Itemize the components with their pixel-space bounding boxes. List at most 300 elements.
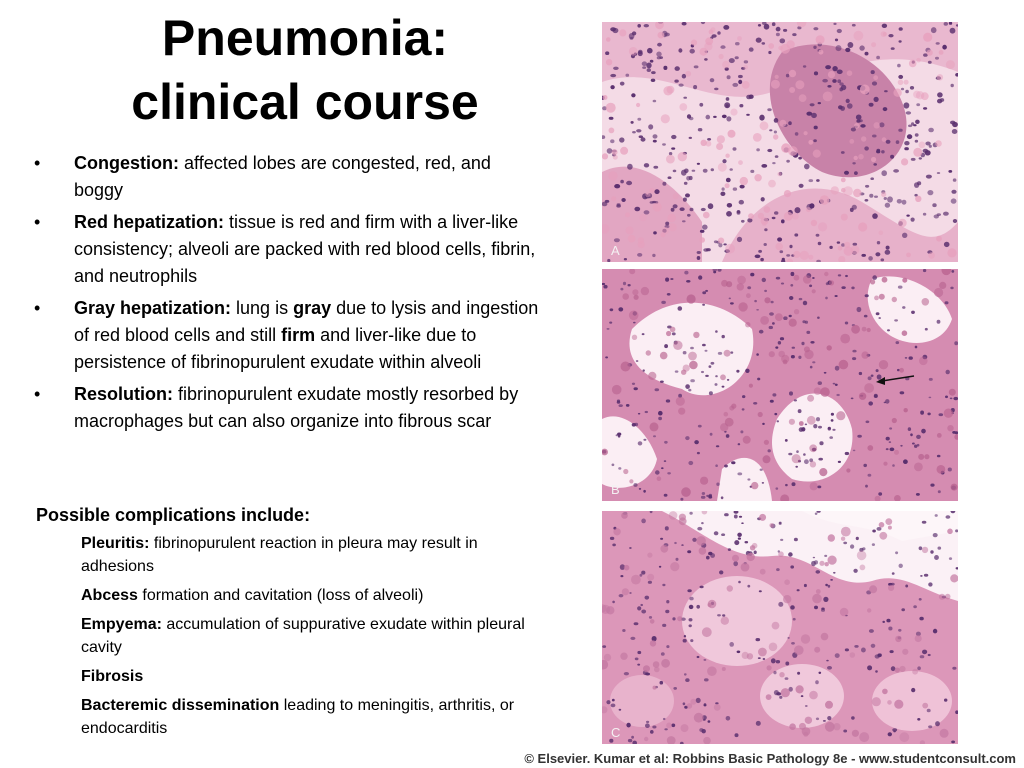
cell-nucleus <box>835 295 838 297</box>
cell-nucleus <box>778 341 781 345</box>
cell-body <box>602 153 608 159</box>
cell-nucleus <box>822 79 828 83</box>
cell-body <box>657 476 662 481</box>
cell-nucleus <box>804 459 809 464</box>
cell-nucleus <box>747 478 750 480</box>
cell-nucleus <box>830 579 833 581</box>
cell-nucleus <box>769 129 772 131</box>
cell-nucleus <box>726 116 731 121</box>
cell-body <box>839 360 849 370</box>
cell-nucleus <box>928 128 934 133</box>
cell-nucleus <box>702 225 708 230</box>
cell-nucleus <box>697 656 700 658</box>
cell-body <box>870 279 875 284</box>
cell-nucleus <box>648 124 653 129</box>
bullet-symbol: • <box>34 212 41 232</box>
cell-nucleus <box>781 219 785 223</box>
cell-nucleus <box>633 322 636 324</box>
cell-body <box>882 137 887 142</box>
cell-nucleus <box>848 42 854 48</box>
cell-body <box>824 272 828 276</box>
cell-nucleus <box>755 255 761 259</box>
cell-nucleus <box>711 362 715 365</box>
cell-nucleus <box>868 376 872 380</box>
bullet-symbol: • <box>34 384 41 404</box>
cell-nucleus <box>638 413 640 415</box>
cell-body <box>871 157 876 162</box>
cell-nucleus <box>835 366 840 371</box>
cell-nucleus <box>664 441 668 444</box>
cell-body <box>720 374 726 380</box>
cell-nucleus <box>708 496 712 499</box>
cell-nucleus <box>697 251 701 254</box>
cell-nucleus <box>802 320 805 323</box>
cell-nucleus <box>816 417 820 421</box>
cell-nucleus <box>792 347 795 349</box>
cell-nucleus <box>797 589 800 591</box>
cell-nucleus <box>730 168 733 171</box>
cell-body <box>922 703 928 709</box>
cell-nucleus <box>887 196 893 202</box>
cell-nucleus <box>919 598 922 601</box>
cell-nucleus <box>935 57 939 60</box>
cell-nucleus <box>670 278 673 280</box>
cell-nucleus <box>697 452 700 454</box>
cell-nucleus <box>653 100 657 103</box>
cell-nucleus <box>865 185 869 188</box>
cell-nucleus <box>607 328 610 330</box>
cell-body <box>828 71 835 78</box>
cell-nucleus <box>771 301 774 304</box>
cell-nucleus <box>933 629 937 634</box>
cell-nucleus <box>869 103 874 107</box>
cell-nucleus <box>722 159 726 163</box>
cell-nucleus <box>737 237 742 242</box>
bullet-symbol: • <box>34 298 41 318</box>
stage-term: Gray hepatization: <box>74 298 232 318</box>
cell-nucleus <box>789 296 793 300</box>
cell-nucleus <box>731 461 735 464</box>
cell-nucleus <box>844 171 849 175</box>
cell-nucleus <box>899 27 903 31</box>
cell-body <box>653 202 662 211</box>
cell-nucleus <box>614 184 620 188</box>
cell-body <box>857 551 867 561</box>
cell-body <box>650 422 659 431</box>
cell-nucleus <box>780 250 784 253</box>
cell-body <box>899 666 905 672</box>
cell-nucleus <box>878 492 882 495</box>
cell-nucleus <box>758 24 761 27</box>
cell-nucleus <box>796 450 799 453</box>
cell-nucleus <box>690 49 695 54</box>
cell-nucleus <box>814 126 818 130</box>
cell-nucleus <box>825 65 831 69</box>
cell-nucleus <box>801 427 805 431</box>
cell-nucleus <box>885 203 890 208</box>
cell-nucleus <box>762 423 765 425</box>
cell-nucleus <box>811 113 817 118</box>
cell-body <box>840 334 850 344</box>
cell-body <box>947 529 953 535</box>
cell-body <box>913 148 922 157</box>
complications-heading: Possible complications include: <box>36 505 311 525</box>
cell-body <box>621 362 631 372</box>
cell-nucleus <box>852 350 856 353</box>
cell-nucleus <box>792 33 796 36</box>
cell-body <box>883 32 887 36</box>
cell-nucleus <box>640 574 643 577</box>
cell-nucleus <box>775 155 779 158</box>
cell-body <box>841 527 851 537</box>
cell-nucleus <box>911 311 915 314</box>
cell-body <box>874 296 879 301</box>
cell-nucleus <box>643 439 646 441</box>
cell-nucleus <box>845 275 848 277</box>
cell-body <box>799 94 807 102</box>
cell-nucleus <box>950 121 955 125</box>
cell-nucleus <box>654 189 659 194</box>
cell-nucleus <box>653 134 658 138</box>
cell-nucleus <box>636 129 641 132</box>
title-line-1: Pneumonia: <box>161 10 449 66</box>
cell-nucleus <box>651 79 656 82</box>
cell-nucleus <box>876 56 880 60</box>
cell-nucleus <box>812 277 815 279</box>
cell-nucleus <box>949 557 952 560</box>
cell-body <box>673 193 679 199</box>
cell-nucleus <box>854 171 858 175</box>
cell-nucleus <box>611 704 616 708</box>
cell-nucleus <box>632 383 635 385</box>
cell-body <box>902 649 908 655</box>
cell-nucleus <box>928 654 931 656</box>
cell-nucleus <box>942 45 947 50</box>
cell-nucleus <box>915 133 919 136</box>
cell-nucleus <box>617 203 621 205</box>
cell-body <box>643 665 650 672</box>
cell-nucleus <box>877 654 881 657</box>
cell-body <box>796 685 804 693</box>
cell-body <box>805 717 812 724</box>
cell-nucleus <box>801 342 804 345</box>
cell-nucleus <box>620 82 625 86</box>
cell-nucleus <box>795 466 798 468</box>
cell-body <box>679 103 687 111</box>
cell-body <box>883 462 887 466</box>
cell-nucleus <box>610 537 614 540</box>
cell-nucleus <box>738 581 741 584</box>
cell-nucleus <box>745 369 749 373</box>
cell-nucleus <box>675 66 680 71</box>
cell-nucleus <box>882 24 887 28</box>
cell-body <box>828 556 837 565</box>
cell-nucleus <box>936 42 940 45</box>
cell-nucleus <box>827 666 832 670</box>
cell-nucleus <box>952 667 956 670</box>
cell-nucleus <box>666 399 670 402</box>
cell-nucleus <box>919 546 923 550</box>
cell-nucleus <box>719 570 723 574</box>
cell-body <box>893 89 901 97</box>
cell-body <box>648 372 656 380</box>
cell-body <box>793 251 800 258</box>
cell-nucleus <box>856 115 862 120</box>
complication-fibrosis <box>81 665 541 688</box>
cell-nucleus <box>772 22 776 26</box>
cell-nucleus <box>831 413 834 416</box>
cell-nucleus <box>853 243 858 246</box>
cell-nucleus <box>631 93 635 97</box>
cell-body <box>809 444 817 452</box>
cell-body <box>721 617 729 625</box>
cell-nucleus <box>790 284 793 287</box>
cell-nucleus <box>644 210 650 214</box>
cell-nucleus <box>818 458 823 461</box>
cell-nucleus <box>953 397 958 400</box>
cell-nucleus <box>702 492 705 495</box>
cell-nucleus <box>650 730 654 734</box>
cell-body <box>632 289 638 295</box>
cell-nucleus <box>626 404 630 407</box>
cell-body <box>901 158 908 165</box>
cell-body <box>649 188 654 193</box>
cell-nucleus <box>825 297 828 300</box>
cell-nucleus <box>716 483 719 486</box>
cell-body <box>906 253 911 258</box>
cell-nucleus <box>682 22 687 26</box>
cell-nucleus <box>692 170 696 172</box>
keyword-firm: firm <box>281 325 316 345</box>
cell-nucleus <box>845 48 850 52</box>
cell-body <box>778 46 782 50</box>
cell-nucleus <box>886 140 891 144</box>
cell-body <box>666 155 675 164</box>
cell-nucleus <box>780 337 784 340</box>
cell-nucleus <box>899 40 902 42</box>
cell-nucleus <box>799 184 804 188</box>
cell-nucleus <box>702 344 706 347</box>
cell-nucleus <box>683 702 686 705</box>
cell-nucleus <box>709 391 713 395</box>
cell-body <box>724 412 729 417</box>
cell-body <box>786 40 794 48</box>
panel-label-b: B <box>611 482 620 497</box>
cell-nucleus <box>721 496 724 499</box>
cell-body <box>749 384 753 388</box>
cell-nucleus <box>872 275 877 280</box>
cell-body <box>867 608 871 612</box>
cell-nucleus <box>909 356 913 359</box>
cell-nucleus <box>776 27 781 32</box>
cell-body <box>849 139 854 144</box>
cell-body <box>609 128 615 134</box>
cell-nucleus <box>689 137 692 139</box>
cell-nucleus <box>805 424 807 426</box>
cell-nucleus <box>733 147 737 150</box>
cell-nucleus <box>715 375 718 377</box>
cell-nucleus <box>877 527 882 531</box>
cell-nucleus <box>883 107 888 111</box>
cell-nucleus <box>837 70 843 75</box>
cell-nucleus <box>641 137 646 141</box>
cell-nucleus <box>684 182 688 185</box>
cell-nucleus <box>912 443 915 445</box>
cell-nucleus <box>934 215 939 219</box>
cell-body <box>751 482 758 489</box>
cell-nucleus <box>794 538 798 542</box>
cell-nucleus <box>609 322 612 324</box>
cell-nucleus <box>699 728 703 732</box>
cell-nucleus <box>920 411 924 415</box>
cell-nucleus <box>798 356 801 359</box>
cell-nucleus <box>644 24 649 27</box>
stage-text: fibrinopurulent exudate mostly resorbed by macrophages but can also organize into fibrous scar <box>74 384 519 431</box>
cell-nucleus <box>638 50 643 54</box>
cell-nucleus <box>764 290 767 292</box>
cell-nucleus <box>738 75 743 78</box>
cell-nucleus <box>884 402 887 404</box>
cell-body <box>775 243 783 251</box>
cell-body <box>622 293 629 300</box>
cell-body <box>789 723 796 730</box>
cell-body <box>882 689 888 695</box>
cell-nucleus <box>874 196 878 198</box>
cell-nucleus <box>708 203 714 209</box>
cell-nucleus <box>836 394 839 396</box>
cell-nucleus <box>664 33 670 37</box>
cell-nucleus <box>874 394 878 398</box>
cell-nucleus <box>698 128 703 131</box>
cell-body <box>810 482 818 490</box>
cell-nucleus <box>818 426 822 429</box>
cell-nucleus <box>626 181 632 185</box>
cell-body <box>854 123 860 129</box>
complication-empyema <box>81 613 541 659</box>
cell-nucleus <box>875 252 880 256</box>
cell-nucleus <box>876 150 880 154</box>
cell-nucleus <box>684 635 686 637</box>
cell-nucleus <box>633 483 637 487</box>
cell-nucleus <box>818 102 821 104</box>
cell-nucleus <box>865 485 868 488</box>
cell-nucleus <box>709 365 712 368</box>
cell-nucleus <box>724 465 728 468</box>
cell-body <box>647 553 652 558</box>
cell-body <box>851 325 860 334</box>
cell-body <box>838 246 843 251</box>
cell-body <box>927 50 933 56</box>
cell-nucleus <box>642 333 645 335</box>
cell-body <box>945 594 951 600</box>
cell-nucleus <box>815 680 819 684</box>
cell-nucleus <box>645 673 650 676</box>
cell-body <box>784 579 790 585</box>
keyword-gray: gray <box>293 298 332 318</box>
cell-nucleus <box>902 200 907 205</box>
cell-body <box>902 278 907 283</box>
cell-nucleus <box>714 531 719 535</box>
cell-nucleus <box>612 464 615 467</box>
cell-nucleus <box>620 180 624 184</box>
cell-nucleus <box>859 45 864 50</box>
cell-body <box>650 640 656 646</box>
cell-nucleus <box>789 245 792 248</box>
cell-body <box>904 408 908 412</box>
cell-nucleus <box>673 204 678 208</box>
cell-nucleus <box>704 659 707 661</box>
cell-nucleus <box>680 207 685 211</box>
cell-nucleus <box>798 409 802 413</box>
cell-nucleus <box>700 586 704 589</box>
cell-body <box>872 697 881 706</box>
cell-nucleus <box>664 344 668 348</box>
cell-nucleus <box>894 319 898 321</box>
cell-nucleus <box>945 396 948 399</box>
cell-nucleus <box>892 464 895 467</box>
cell-nucleus <box>701 496 706 499</box>
cell-body <box>646 350 651 355</box>
micrograph-panel-a <box>602 22 958 262</box>
cell-nucleus <box>791 642 795 645</box>
cell-nucleus <box>829 436 833 439</box>
cell-body <box>808 255 813 260</box>
cell-nucleus <box>872 543 875 546</box>
cell-body <box>918 454 924 460</box>
cell-nucleus <box>735 42 740 45</box>
cell-nucleus <box>729 58 735 63</box>
cell-nucleus <box>850 544 854 548</box>
cell-body <box>916 58 921 63</box>
cell-body <box>772 622 780 630</box>
cell-nucleus <box>668 176 672 179</box>
cell-nucleus <box>816 570 821 574</box>
cell-body <box>628 235 636 243</box>
complication-pleuritis <box>81 532 541 578</box>
cell-nucleus <box>753 402 757 405</box>
cell-nucleus <box>776 33 780 36</box>
cell-nucleus <box>938 490 941 493</box>
cell-nucleus <box>665 278 669 282</box>
cell-nucleus <box>642 61 647 66</box>
cell-nucleus <box>628 284 631 286</box>
cell-nucleus <box>761 197 765 201</box>
cell-nucleus <box>665 222 669 226</box>
cell-nucleus <box>837 29 842 33</box>
cell-body <box>915 196 921 202</box>
cell-nucleus <box>884 90 888 92</box>
cell-nucleus <box>756 309 759 311</box>
cell-nucleus <box>722 115 727 119</box>
cell-body <box>792 454 801 463</box>
cell-nucleus <box>785 662 789 666</box>
cell-nucleus <box>683 639 687 643</box>
image-credit: © Elsevier. Kumar et al: Robbins Basic Pathology 8e - www.studentconsult.com <box>524 751 1016 766</box>
cell-nucleus <box>770 400 774 403</box>
cell-nucleus <box>904 141 909 145</box>
cell-nucleus <box>776 692 781 695</box>
cell-body <box>831 186 839 194</box>
cell-body <box>816 35 825 44</box>
cell-nucleus <box>869 629 874 633</box>
cell-nucleus <box>837 241 840 243</box>
cell-body <box>629 479 633 483</box>
cell-body <box>732 555 739 562</box>
cell-body <box>781 355 789 363</box>
cell-nucleus <box>951 741 955 744</box>
cell-nucleus <box>672 617 675 620</box>
cell-body <box>725 418 734 427</box>
